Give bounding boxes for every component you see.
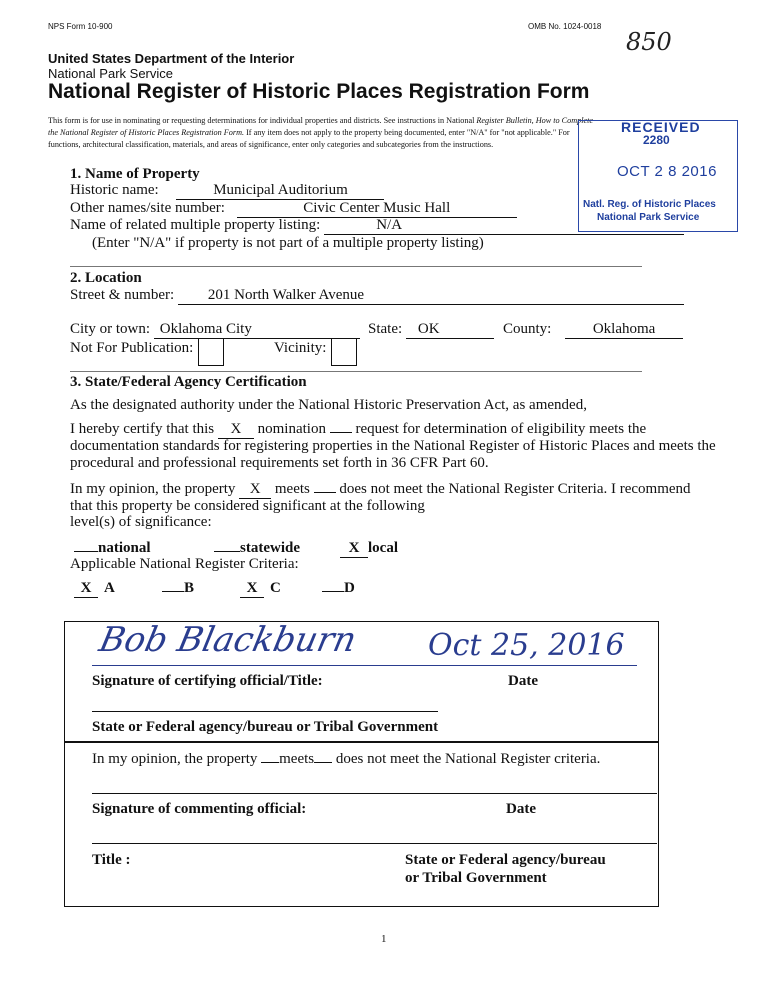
opinion-line-3: level(s) of significance: [70, 514, 212, 530]
intro-line-1: This form is for use in nominating or requesting determinations for individual properties and districts. See instructions in National Register Bulletin, How to Complete [48, 116, 594, 125]
does-not-meet-mark [314, 492, 336, 493]
commenting-signature-label: Signature of commenting official: [92, 801, 307, 817]
city-row [70, 321, 360, 339]
street-label: Street & number: [70, 287, 175, 303]
commenting-does-not-meet-mark [314, 762, 332, 763]
historic-name-row [70, 182, 384, 200]
certifying-signature: Bob Blackburn [95, 620, 360, 660]
commenting-meets-mark [261, 762, 279, 763]
historic-name-value: Municipal Auditorium [176, 182, 384, 200]
county-row [503, 321, 683, 339]
handwritten-number: 850 [626, 28, 672, 56]
stamp-date: OCT 2 8 2016 [617, 163, 717, 180]
multiple-listing-note: (Enter "N/A" if property is not part of a multiple property listing) [92, 235, 484, 251]
state-row [368, 321, 494, 339]
certifying-date-label: Date [508, 673, 538, 689]
stamp-received: RECEIVED [621, 119, 701, 135]
certify-line-3: procedural and professional requirements set forth in 36 CFR Part 60. [70, 455, 489, 471]
section-2-heading: 2. Location [70, 270, 142, 286]
page-number: 1 [381, 933, 387, 945]
commenting-date-label: Date [506, 801, 536, 817]
multiple-listing-label: Name of related multiple property listing: [70, 217, 321, 233]
certify-line-2: documentation standards for registering properties in the National Register of Historic Places and meets the [70, 438, 716, 454]
city-value: Oklahoma City [154, 321, 360, 339]
certifying-agency-label: State or Federal agency/bureau or Tribal Government [92, 719, 439, 735]
request-mark [330, 432, 352, 433]
not-for-publication-checkbox[interactable] [198, 338, 224, 366]
county-value: Oklahoma [565, 321, 683, 339]
commenting-agency-line-1: State or Federal agency/bureau [405, 852, 606, 868]
section-3-heading: 3. State/Federal Agency Certification [70, 374, 307, 390]
authority-text: As the designated authority under the National Historic Preservation Act, as amended, [70, 397, 587, 413]
stamp-office-line-2: National Park Service [597, 212, 700, 223]
criterion-b: B [162, 580, 194, 597]
other-names-row [70, 200, 517, 218]
vicinity-label: Vicinity: [274, 340, 327, 356]
level-local: X local [340, 540, 398, 558]
signature-line [92, 665, 637, 666]
page-title: National Register of Historic Places Registration Form [48, 80, 590, 103]
multiple-listing-row [70, 217, 684, 235]
nomination-mark: X [218, 421, 254, 439]
criterion-a: X A [74, 580, 115, 598]
level-national: national [74, 540, 151, 557]
meets-mark: X [239, 481, 271, 499]
criterion-d: D [322, 580, 355, 597]
received-stamp [578, 120, 738, 232]
commenting-title-label: Title : [92, 852, 131, 868]
county-label: County: [503, 321, 552, 337]
other-names-label: Other names/site number: [70, 200, 225, 216]
historic-name-label: Historic name: [70, 182, 159, 198]
department-name: United States Department of the Interior [48, 51, 295, 66]
not-for-publication-label: Not For Publication: [70, 340, 194, 356]
state-value: OK [406, 321, 494, 339]
divider [70, 371, 642, 372]
criteria-label: Applicable National Register Criteria: [70, 556, 299, 572]
vicinity-checkbox[interactable] [331, 338, 357, 366]
stamp-number: 2280 [643, 133, 670, 147]
intro-line-2: the National Register of Historic Places Registration Form. If any item does not apply to the property being documented, enter "N/A" for "not applicable." For [48, 128, 570, 137]
street-row [70, 287, 684, 305]
criterion-c: X C [240, 580, 281, 598]
commenting-agency-line-2: or Tribal Government [405, 870, 547, 886]
intro-line-3: functions, architectural classification, materials, and areas of significance, enter only categories and subcategories from the instructions. [48, 140, 494, 149]
city-label: City or town: [70, 321, 151, 337]
section-1-heading: 1. Name of Property [70, 166, 200, 182]
divider [70, 266, 642, 267]
level-statewide: statewide [214, 540, 300, 557]
street-value: 201 North Walker Avenue [178, 287, 684, 305]
opinion-line-1: In my opinion, the property X meets does not meet the National Register Criteria. I recommend [70, 481, 691, 497]
agency-name: National Park Service [48, 66, 173, 81]
omb-number: OMB No. 1024-0018 [528, 22, 602, 31]
form-number: NPS Form 10-900 [48, 22, 113, 31]
certify-line-1: I hereby certify that this X nomination request for determination of eligibility meets the [70, 421, 647, 437]
commenting-opinion-line: In my opinion, the property meets does not meet the National Register criteria. [92, 751, 601, 767]
commenting-title-line [92, 843, 657, 844]
commenting-signature-line [92, 793, 657, 794]
certifying-date-handwritten: Oct 25, 2016 [428, 628, 625, 663]
agency-line [92, 711, 438, 712]
multiple-listing-value: N/A [324, 217, 684, 235]
opinion-line-2: that this property be considered significant at the following [70, 498, 425, 514]
state-label: State: [368, 321, 403, 337]
stamp-office-line-1: Natl. Reg. of Historic Places [583, 199, 716, 210]
certifying-signature-label: Signature of certifying official/Title: [92, 673, 323, 689]
other-names-value: Civic Center Music Hall [237, 200, 517, 218]
